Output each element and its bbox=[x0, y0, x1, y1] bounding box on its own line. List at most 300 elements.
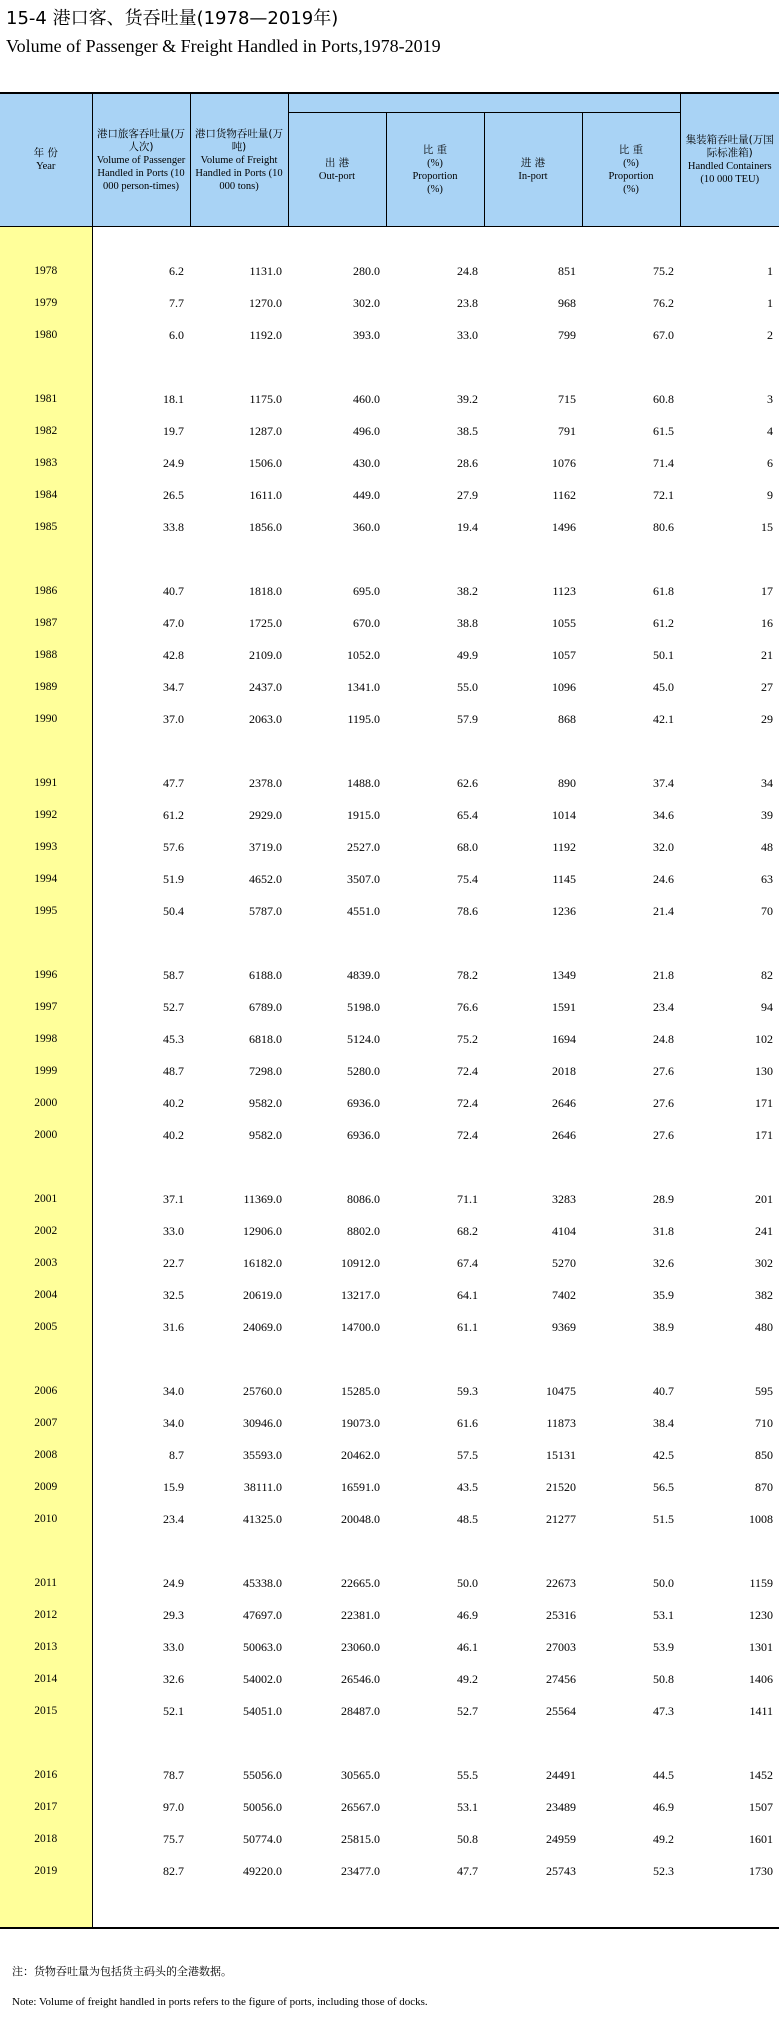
empty-cell bbox=[190, 351, 288, 383]
table-row bbox=[0, 1183, 779, 1215]
passenger-cell: 7.7 bbox=[169, 295, 184, 310]
freight-cell: 1818.0 bbox=[249, 583, 282, 598]
containers-cell: 1008 bbox=[749, 1511, 773, 1526]
in-proportion-cell: 72.1 bbox=[653, 487, 674, 502]
table-row bbox=[0, 447, 779, 479]
containers-cell: 1601 bbox=[749, 1831, 773, 1846]
outport-cell: 26567.0 bbox=[341, 1799, 380, 1814]
in-proportion-cell: 75.2 bbox=[653, 263, 674, 278]
table-row bbox=[0, 287, 779, 319]
in-proportion-cell: 37.4 bbox=[653, 775, 674, 790]
out-proportion-cell: 62.6 bbox=[457, 775, 478, 790]
spacer-row bbox=[0, 1887, 779, 1928]
containers-cell: 480 bbox=[755, 1319, 773, 1334]
outport-cell: 5280.0 bbox=[347, 1063, 380, 1078]
year-cell: 1995 bbox=[0, 895, 92, 927]
containers-cell: 710 bbox=[755, 1415, 773, 1430]
passenger-cell: 40.7 bbox=[163, 583, 184, 598]
inport-cell: 1349 bbox=[552, 967, 576, 982]
freight-cell: 50063.0 bbox=[243, 1639, 282, 1654]
containers-cell: 15 bbox=[761, 519, 773, 534]
outport-cell: 6936.0 bbox=[347, 1127, 380, 1142]
outport-cell: 22665.0 bbox=[341, 1575, 380, 1590]
table-row bbox=[0, 1471, 779, 1503]
outport-cell: 1052.0 bbox=[347, 647, 380, 662]
year-cell: 1999 bbox=[0, 1055, 92, 1087]
year-cell: 2008 bbox=[0, 1439, 92, 1471]
year-cell: 1996 bbox=[0, 959, 92, 991]
passenger-cell: 34.7 bbox=[163, 679, 184, 694]
year-cell: 2007 bbox=[0, 1407, 92, 1439]
out-proportion-cell: 38.8 bbox=[457, 615, 478, 630]
containers-cell: 1406 bbox=[749, 1671, 773, 1686]
outport-cell: 8086.0 bbox=[347, 1191, 380, 1206]
outport-cell: 1341.0 bbox=[347, 679, 380, 694]
containers-cell: 382 bbox=[755, 1287, 773, 1302]
out-proportion-cell: 59.3 bbox=[457, 1383, 478, 1398]
freight-cell: 25760.0 bbox=[243, 1383, 282, 1398]
passenger-cell: 6.2 bbox=[169, 263, 184, 278]
inport-cell: 7402 bbox=[552, 1287, 576, 1302]
in-proportion-cell: 61.8 bbox=[653, 583, 674, 598]
year-cell: 2019 bbox=[0, 1855, 92, 1887]
in-proportion-cell: 27.6 bbox=[653, 1063, 674, 1078]
out-proportion-cell: 24.8 bbox=[457, 263, 478, 278]
containers-cell: 4 bbox=[767, 423, 773, 438]
out-proportion-cell: 78.2 bbox=[457, 967, 478, 982]
table-row bbox=[0, 1503, 779, 1535]
out-proportion-cell: 72.4 bbox=[457, 1063, 478, 1078]
year-cell: 1985 bbox=[0, 511, 92, 543]
outport-cell: 25815.0 bbox=[341, 1831, 380, 1846]
year-cell: 2004 bbox=[0, 1279, 92, 1311]
freight-cell: 55056.0 bbox=[243, 1767, 282, 1782]
header-in-proportion: 比 重 (%) Proportion (%) bbox=[582, 113, 680, 227]
out-proportion-cell: 48.5 bbox=[457, 1511, 478, 1526]
header-outport: 出 港 Out-port bbox=[288, 113, 386, 227]
outport-cell: 695.0 bbox=[353, 583, 380, 598]
year-cell: 2009 bbox=[0, 1471, 92, 1503]
outport-cell: 670.0 bbox=[353, 615, 380, 630]
out-proportion-cell: 61.1 bbox=[457, 1319, 478, 1334]
table-row bbox=[0, 255, 779, 287]
in-proportion-cell: 38.4 bbox=[653, 1415, 674, 1430]
in-proportion-cell: 24.8 bbox=[653, 1031, 674, 1046]
table-row bbox=[0, 415, 779, 447]
empty-cell bbox=[582, 927, 680, 959]
outport-cell: 22381.0 bbox=[341, 1607, 380, 1622]
year-cell: 2000 bbox=[0, 1087, 92, 1119]
empty-cell bbox=[484, 543, 582, 575]
table-row bbox=[0, 703, 779, 735]
out-proportion-cell: 49.9 bbox=[457, 647, 478, 662]
year-cell: 1979 bbox=[0, 287, 92, 319]
freight-cell: 6818.0 bbox=[249, 1031, 282, 1046]
in-proportion-cell: 23.4 bbox=[653, 999, 674, 1014]
year-cell: 2005 bbox=[0, 1311, 92, 1343]
passenger-cell: 97.0 bbox=[163, 1799, 184, 1814]
empty-cell bbox=[582, 227, 680, 256]
empty-cell bbox=[582, 351, 680, 383]
empty-cell bbox=[386, 227, 484, 256]
outport-cell: 28487.0 bbox=[341, 1703, 380, 1718]
passenger-cell: 15.9 bbox=[163, 1479, 184, 1494]
table-row bbox=[0, 1215, 779, 1247]
inport-cell: 24959 bbox=[546, 1831, 576, 1846]
empty-cell bbox=[92, 1151, 190, 1183]
inport-cell: 868 bbox=[558, 711, 576, 726]
outport-cell: 1915.0 bbox=[347, 807, 380, 822]
containers-cell: 1411 bbox=[749, 1703, 773, 1718]
year-cell: 2016 bbox=[0, 1759, 92, 1791]
freight-cell: 12906.0 bbox=[243, 1223, 282, 1238]
inport-cell: 715 bbox=[558, 391, 576, 406]
passenger-cell: 45.3 bbox=[163, 1031, 184, 1046]
in-proportion-cell: 21.8 bbox=[653, 967, 674, 982]
passenger-cell: 40.2 bbox=[163, 1095, 184, 1110]
table-row bbox=[0, 671, 779, 703]
freight-cell: 1506.0 bbox=[249, 455, 282, 470]
in-proportion-cell: 52.3 bbox=[653, 1863, 674, 1878]
out-proportion-cell: 28.6 bbox=[457, 455, 478, 470]
outport-cell: 5198.0 bbox=[347, 999, 380, 1014]
year-cell: 1998 bbox=[0, 1023, 92, 1055]
inport-cell: 15131 bbox=[546, 1447, 576, 1462]
table-row bbox=[0, 383, 779, 415]
outport-cell: 449.0 bbox=[353, 487, 380, 502]
outport-cell: 1488.0 bbox=[347, 775, 380, 790]
in-proportion-cell: 35.9 bbox=[653, 1287, 674, 1302]
out-proportion-cell: 52.7 bbox=[457, 1703, 478, 1718]
containers-cell: 171 bbox=[755, 1127, 773, 1142]
in-proportion-cell: 50.8 bbox=[653, 1671, 674, 1686]
freight-cell: 54002.0 bbox=[243, 1671, 282, 1686]
inport-cell: 1055 bbox=[552, 615, 576, 630]
containers-cell: 1507 bbox=[749, 1799, 773, 1814]
passenger-cell: 52.1 bbox=[163, 1703, 184, 1718]
in-proportion-cell: 45.0 bbox=[653, 679, 674, 694]
empty-cell bbox=[680, 1887, 779, 1928]
freight-cell: 50774.0 bbox=[243, 1831, 282, 1846]
out-proportion-cell: 72.4 bbox=[457, 1095, 478, 1110]
inport-cell: 1014 bbox=[552, 807, 576, 822]
containers-cell: 850 bbox=[755, 1447, 773, 1462]
year-cell: 1989 bbox=[0, 671, 92, 703]
passenger-cell: 23.4 bbox=[163, 1511, 184, 1526]
year-cell: 2012 bbox=[0, 1599, 92, 1631]
empty-cell bbox=[0, 1727, 92, 1759]
passenger-cell: 18.1 bbox=[163, 391, 184, 406]
inport-cell: 1145 bbox=[552, 871, 576, 886]
header-inport: 进 港 In-port bbox=[484, 113, 582, 227]
empty-cell bbox=[680, 1727, 779, 1759]
outport-cell: 430.0 bbox=[353, 455, 380, 470]
outport-cell: 13217.0 bbox=[341, 1287, 380, 1302]
freight-cell: 24069.0 bbox=[243, 1319, 282, 1334]
containers-cell: 34 bbox=[761, 775, 773, 790]
containers-cell: 21 bbox=[761, 647, 773, 662]
freight-cell: 1270.0 bbox=[249, 295, 282, 310]
footnote-cn: 注：货物吞吐量为包括货主码头的全港数据。 bbox=[12, 1965, 232, 1978]
freight-cell: 30946.0 bbox=[243, 1415, 282, 1430]
page-title-en: Volume of Passenger & Freight Handled in Ports,1978-2019 bbox=[6, 36, 441, 56]
in-proportion-cell: 49.2 bbox=[653, 1831, 674, 1846]
in-proportion-cell: 27.6 bbox=[653, 1127, 674, 1142]
containers-cell: 130 bbox=[755, 1063, 773, 1078]
outport-cell: 30565.0 bbox=[341, 1767, 380, 1782]
out-proportion-cell: 68.2 bbox=[457, 1223, 478, 1238]
table-row bbox=[0, 831, 779, 863]
containers-cell: 1159 bbox=[749, 1575, 773, 1590]
inport-cell: 25564 bbox=[546, 1703, 576, 1718]
empty-cell bbox=[288, 1535, 386, 1567]
table-row bbox=[0, 319, 779, 351]
inport-cell: 1591 bbox=[552, 999, 576, 1014]
in-proportion-cell: 53.9 bbox=[653, 1639, 674, 1654]
year-cell: 2015 bbox=[0, 1695, 92, 1727]
year-cell: 1994 bbox=[0, 863, 92, 895]
inport-cell: 25743 bbox=[546, 1863, 576, 1878]
empty-cell bbox=[484, 351, 582, 383]
inport-cell: 1096 bbox=[552, 679, 576, 694]
freight-cell: 5787.0 bbox=[249, 903, 282, 918]
empty-cell bbox=[190, 543, 288, 575]
passenger-cell: 6.0 bbox=[169, 327, 184, 342]
table-row bbox=[0, 639, 779, 671]
freight-cell: 3719.0 bbox=[249, 839, 282, 854]
empty-cell bbox=[92, 1535, 190, 1567]
year-cell: 1983 bbox=[0, 447, 92, 479]
in-proportion-cell: 56.5 bbox=[653, 1479, 674, 1494]
empty-cell bbox=[680, 735, 779, 767]
passenger-cell: 52.7 bbox=[163, 999, 184, 1014]
table-row bbox=[0, 1087, 779, 1119]
header-passenger: 港口旅客吞吐量(万人次) Volume of Passenger Handled in Ports (10 000 person-times) bbox=[92, 93, 190, 227]
outport-cell: 4551.0 bbox=[347, 903, 380, 918]
year-cell: 2003 bbox=[0, 1247, 92, 1279]
outport-cell: 10912.0 bbox=[341, 1255, 380, 1270]
containers-cell: 16 bbox=[761, 615, 773, 630]
table-row bbox=[0, 511, 779, 543]
spacer-row bbox=[0, 1727, 779, 1759]
freight-cell: 9582.0 bbox=[249, 1095, 282, 1110]
passenger-cell: 26.5 bbox=[163, 487, 184, 502]
containers-cell: 1230 bbox=[749, 1607, 773, 1622]
in-proportion-cell: 42.5 bbox=[653, 1447, 674, 1462]
year-cell: 1992 bbox=[0, 799, 92, 831]
containers-cell: 595 bbox=[755, 1383, 773, 1398]
year-cell: 1980 bbox=[0, 319, 92, 351]
outport-cell: 5124.0 bbox=[347, 1031, 380, 1046]
passenger-cell: 48.7 bbox=[163, 1063, 184, 1078]
empty-cell bbox=[582, 1887, 680, 1928]
empty-cell bbox=[484, 1343, 582, 1375]
table-row bbox=[0, 479, 779, 511]
table-row bbox=[0, 1311, 779, 1343]
table-row bbox=[0, 895, 779, 927]
out-proportion-cell: 67.4 bbox=[457, 1255, 478, 1270]
table-row bbox=[0, 1823, 779, 1855]
table-row bbox=[0, 1119, 779, 1151]
freight-cell: 2378.0 bbox=[249, 775, 282, 790]
containers-cell: 102 bbox=[755, 1031, 773, 1046]
passenger-cell: 37.1 bbox=[163, 1191, 184, 1206]
containers-cell: 94 bbox=[761, 999, 773, 1014]
empty-cell bbox=[0, 1151, 92, 1183]
inport-cell: 1076 bbox=[552, 455, 576, 470]
inport-cell: 10475 bbox=[546, 1383, 576, 1398]
out-proportion-cell: 72.4 bbox=[457, 1127, 478, 1142]
table-row bbox=[0, 1439, 779, 1471]
containers-cell: 2 bbox=[767, 327, 773, 342]
in-proportion-cell: 67.0 bbox=[653, 327, 674, 342]
spacer-row bbox=[0, 1343, 779, 1375]
outport-cell: 4839.0 bbox=[347, 967, 380, 982]
empty-cell bbox=[0, 1343, 92, 1375]
containers-cell: 29 bbox=[761, 711, 773, 726]
inport-cell: 1694 bbox=[552, 1031, 576, 1046]
year-cell: 2000 bbox=[0, 1119, 92, 1151]
table-row bbox=[0, 767, 779, 799]
passenger-cell: 82.7 bbox=[163, 1863, 184, 1878]
empty-cell bbox=[386, 351, 484, 383]
outport-cell: 460.0 bbox=[353, 391, 380, 406]
freight-cell: 11369.0 bbox=[243, 1191, 282, 1206]
containers-cell: 1301 bbox=[749, 1639, 773, 1654]
containers-cell: 17 bbox=[761, 583, 773, 598]
year-cell: 1997 bbox=[0, 991, 92, 1023]
table-row bbox=[0, 1247, 779, 1279]
table-row bbox=[0, 991, 779, 1023]
empty-cell bbox=[190, 735, 288, 767]
inport-cell: 11873 bbox=[546, 1415, 576, 1430]
empty-cell bbox=[386, 735, 484, 767]
empty-cell bbox=[190, 1151, 288, 1183]
year-cell: 1978 bbox=[0, 255, 92, 287]
inport-cell: 1236 bbox=[552, 903, 576, 918]
passenger-cell: 58.7 bbox=[163, 967, 184, 982]
empty-cell bbox=[288, 543, 386, 575]
passenger-cell: 78.7 bbox=[163, 1767, 184, 1782]
table-row bbox=[0, 1631, 779, 1663]
year-cell: 1986 bbox=[0, 575, 92, 607]
passenger-cell: 57.6 bbox=[163, 839, 184, 854]
passenger-cell: 24.9 bbox=[163, 455, 184, 470]
in-proportion-cell: 80.6 bbox=[653, 519, 674, 534]
out-proportion-cell: 71.1 bbox=[457, 1191, 478, 1206]
passenger-cell: 75.7 bbox=[163, 1831, 184, 1846]
in-proportion-cell: 50.1 bbox=[653, 647, 674, 662]
containers-cell: 3 bbox=[767, 391, 773, 406]
passenger-cell: 42.8 bbox=[163, 647, 184, 662]
freight-cell: 41325.0 bbox=[243, 1511, 282, 1526]
inport-cell: 2018 bbox=[552, 1063, 576, 1078]
empty-cell bbox=[386, 1151, 484, 1183]
empty-cell bbox=[582, 1151, 680, 1183]
containers-cell: 1730 bbox=[749, 1863, 773, 1878]
freight-cell: 38111.0 bbox=[243, 1479, 282, 1494]
year-cell: 1984 bbox=[0, 479, 92, 511]
year-cell: 2011 bbox=[0, 1567, 92, 1599]
passenger-cell: 31.6 bbox=[163, 1319, 184, 1334]
passenger-cell: 33.8 bbox=[163, 519, 184, 534]
table-row bbox=[0, 1695, 779, 1727]
out-proportion-cell: 76.6 bbox=[457, 999, 478, 1014]
empty-cell bbox=[582, 1343, 680, 1375]
empty-cell bbox=[288, 1151, 386, 1183]
inport-cell: 890 bbox=[558, 775, 576, 790]
freight-cell: 1175.0 bbox=[249, 391, 282, 406]
empty-cell bbox=[190, 1535, 288, 1567]
inport-cell: 22673 bbox=[546, 1575, 576, 1590]
passenger-cell: 47.0 bbox=[163, 615, 184, 630]
year-cell: 1993 bbox=[0, 831, 92, 863]
spacer-row bbox=[0, 927, 779, 959]
containers-cell: 241 bbox=[755, 1223, 773, 1238]
inport-cell: 23489 bbox=[546, 1799, 576, 1814]
empty-cell bbox=[484, 227, 582, 256]
empty-cell bbox=[680, 543, 779, 575]
in-proportion-cell: 61.2 bbox=[653, 615, 674, 630]
freight-cell: 4652.0 bbox=[249, 871, 282, 886]
outport-cell: 19073.0 bbox=[341, 1415, 380, 1430]
passenger-cell: 37.0 bbox=[163, 711, 184, 726]
header-containers: 集装箱吞吐量(万国际标准箱) Handled Containers (10 000 TEU) bbox=[680, 93, 779, 227]
empty-cell bbox=[582, 1727, 680, 1759]
containers-cell: 302 bbox=[755, 1255, 773, 1270]
empty-cell bbox=[680, 227, 779, 256]
empty-cell bbox=[190, 227, 288, 256]
in-proportion-cell: 47.3 bbox=[653, 1703, 674, 1718]
freight-cell: 47697.0 bbox=[243, 1607, 282, 1622]
containers-cell: 9 bbox=[767, 487, 773, 502]
freight-cell: 1192.0 bbox=[249, 327, 282, 342]
table-row bbox=[0, 607, 779, 639]
out-proportion-cell: 33.0 bbox=[457, 327, 478, 342]
out-proportion-cell: 46.9 bbox=[457, 1607, 478, 1622]
table-row bbox=[0, 799, 779, 831]
year-cell: 1990 bbox=[0, 703, 92, 735]
freight-cell: 49220.0 bbox=[243, 1863, 282, 1878]
outport-cell: 1195.0 bbox=[347, 711, 380, 726]
out-proportion-cell: 19.4 bbox=[457, 519, 478, 534]
freight-cell: 6789.0 bbox=[249, 999, 282, 1014]
empty-cell bbox=[386, 1343, 484, 1375]
in-proportion-cell: 31.8 bbox=[653, 1223, 674, 1238]
in-proportion-cell: 40.7 bbox=[653, 1383, 674, 1398]
empty-cell bbox=[0, 1887, 92, 1928]
containers-cell: 6 bbox=[767, 455, 773, 470]
passenger-cell: 29.3 bbox=[163, 1607, 184, 1622]
year-cell: 1982 bbox=[0, 415, 92, 447]
outport-cell: 280.0 bbox=[353, 263, 380, 278]
freight-cell: 35593.0 bbox=[243, 1447, 282, 1462]
inport-cell: 2646 bbox=[552, 1127, 576, 1142]
containers-cell: 82 bbox=[761, 967, 773, 982]
containers-cell: 63 bbox=[761, 871, 773, 886]
header-freight: 港口货物吞吐量(万吨) Volume of Freight Handled in Ports (10 000 tons) bbox=[190, 93, 288, 227]
inport-cell: 21520 bbox=[546, 1479, 576, 1494]
empty-cell bbox=[190, 1727, 288, 1759]
in-proportion-cell: 28.9 bbox=[653, 1191, 674, 1206]
empty-cell bbox=[680, 927, 779, 959]
year-cell: 2001 bbox=[0, 1183, 92, 1215]
inport-cell: 799 bbox=[558, 327, 576, 342]
freight-cell: 16182.0 bbox=[243, 1255, 282, 1270]
outport-cell: 16591.0 bbox=[341, 1479, 380, 1494]
inport-cell: 21277 bbox=[546, 1511, 576, 1526]
out-proportion-cell: 39.2 bbox=[457, 391, 478, 406]
